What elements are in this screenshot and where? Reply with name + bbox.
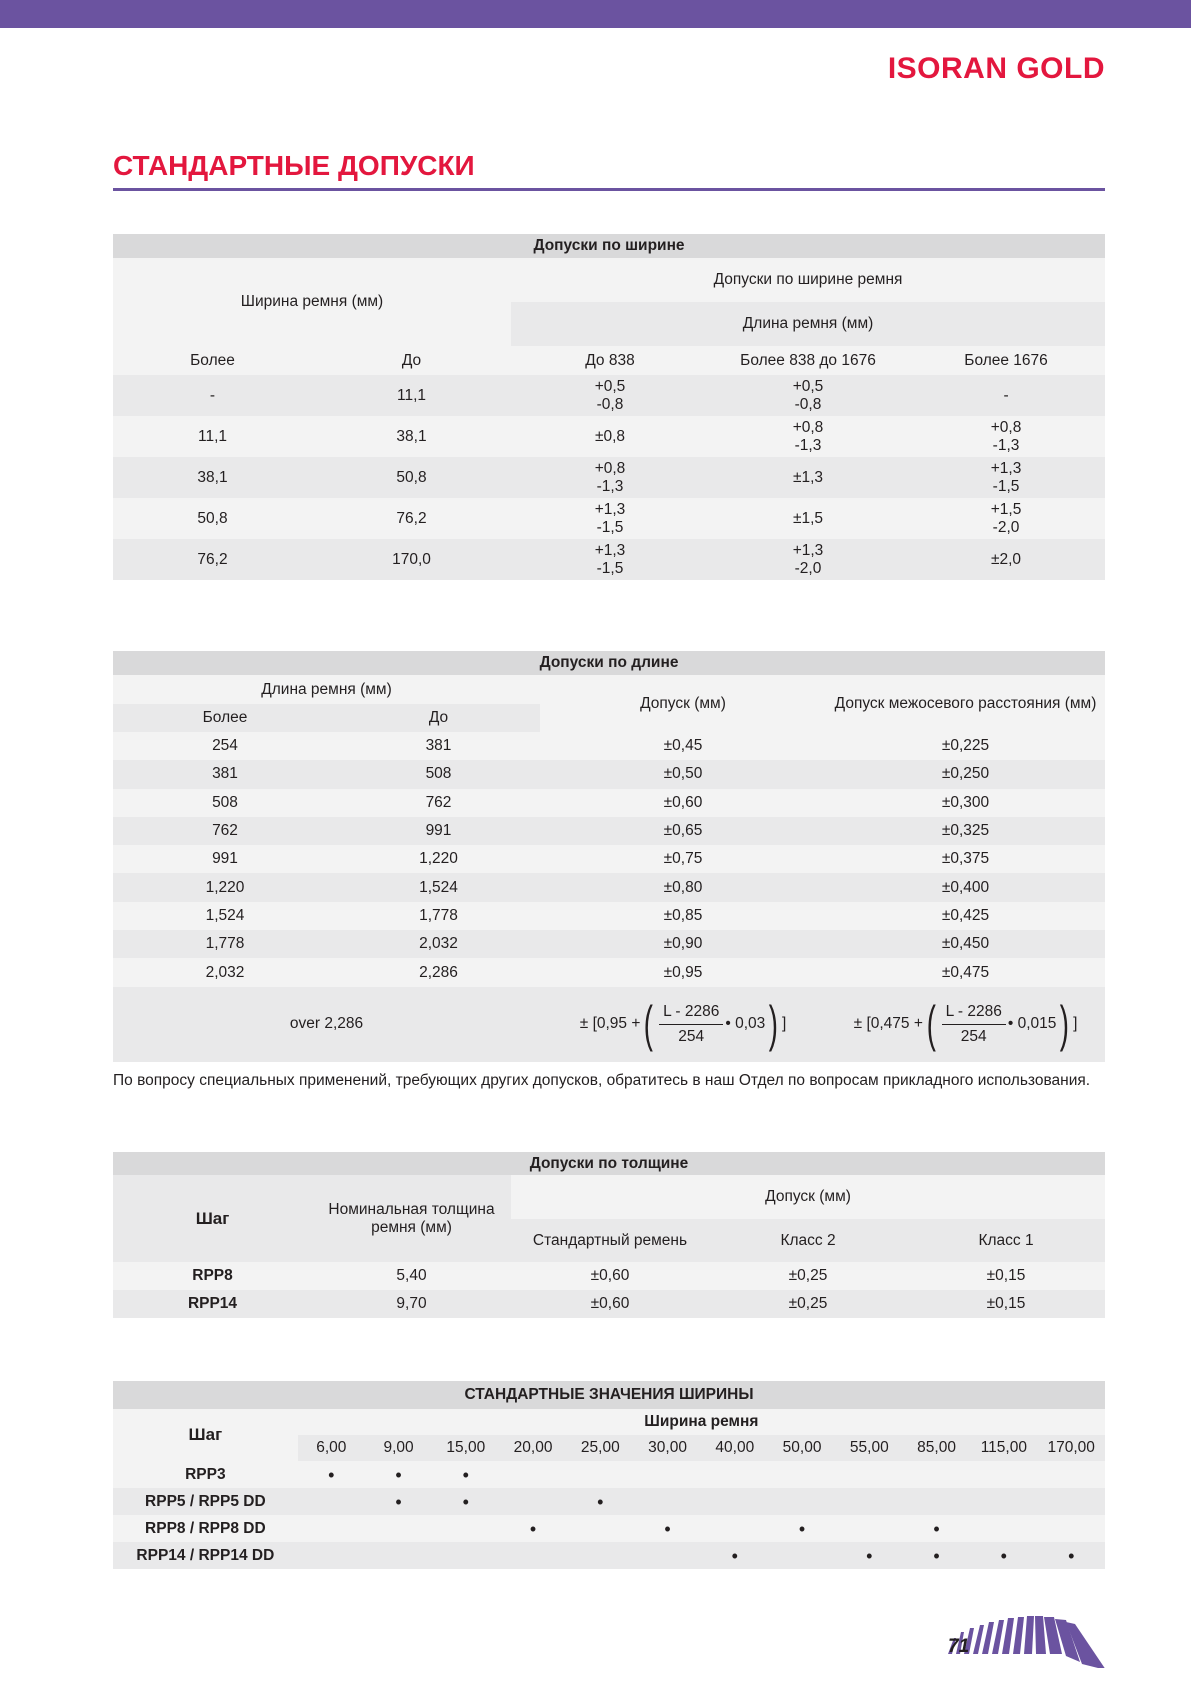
availability-mark (768, 1542, 835, 1569)
formula-factor: • 0,03 (725, 1015, 766, 1033)
cell: 1,524 (205, 906, 245, 924)
cell: 254 (212, 737, 238, 755)
availability-mark (499, 1542, 566, 1569)
availability-mark (634, 1488, 701, 1515)
cell: 1,524 (419, 878, 458, 896)
cell: ±0,450 (941, 935, 990, 953)
pitch-cell: RPP14 / RPP14 DD (136, 1546, 275, 1564)
cell: 9,70 (396, 1295, 427, 1312)
width-tolerance-table (113, 234, 1105, 580)
standard-widths-table (113, 1381, 1105, 1569)
cell: 1,778 (205, 935, 245, 953)
cell: +1,3 -1,5 (990, 459, 1022, 495)
page-title: СТАНДАРТНЫЕ ДОПУСКИ (113, 150, 475, 181)
availability-mark (701, 1515, 768, 1542)
cell: ±0,90 (663, 935, 703, 953)
table-row (113, 958, 1105, 986)
availability-mark (768, 1461, 835, 1488)
numerator: L - 2286 (942, 1003, 1006, 1025)
cell: ±0,425 (941, 906, 990, 924)
availability-mark: • (395, 1491, 402, 1512)
availability-mark (836, 1461, 903, 1488)
thickness-tolerance-table (113, 1152, 1105, 1318)
table-row (113, 1461, 1105, 1488)
cell: 38,1 (396, 427, 427, 445)
availability-mark (634, 1461, 701, 1488)
over-label: over 2,286 (289, 1015, 364, 1033)
cell: 381 (425, 737, 452, 755)
availability-mark (836, 1488, 903, 1515)
cell: ±0,50 (663, 765, 703, 783)
availability-mark (567, 1542, 634, 1569)
cell: 381 (212, 765, 238, 783)
width-value-header: 85,00 (917, 1439, 956, 1456)
table-row (113, 760, 1105, 788)
cell: ±0,25 (788, 1267, 828, 1284)
cell: ±0,45 (663, 737, 703, 755)
cell: +0,8 -1,3 (792, 418, 824, 454)
availability-mark (1037, 1461, 1105, 1488)
availability-mark (432, 1542, 499, 1569)
table-row (113, 930, 1105, 958)
cell: +1,3 -1,5 (594, 541, 626, 577)
table-title: Допуски по толщине (529, 1154, 689, 1172)
availability-mark (567, 1461, 634, 1488)
title-divider (113, 188, 1105, 191)
cell: ±0,475 (941, 963, 990, 981)
availability-mark (701, 1461, 768, 1488)
cell: 2,032 (419, 935, 458, 953)
table-row (113, 539, 1105, 580)
availability-mark (432, 1515, 499, 1542)
formula-center-distance (826, 987, 1105, 1062)
cell: ±1,3 (792, 468, 824, 486)
cell: ±0,60 (590, 1267, 630, 1284)
cell: 170,0 (392, 550, 431, 568)
table-row (113, 1542, 1105, 1569)
availability-mark (970, 1461, 1037, 1488)
availability-mark (970, 1488, 1037, 1515)
cell: +0,8 -1,3 (990, 418, 1022, 454)
cell: ±0,375 (941, 850, 990, 868)
nominal-thickness-label: Номинальная толщина ремня (мм) (312, 1175, 511, 1262)
availability-mark (499, 1461, 566, 1488)
cell: 38,1 (197, 468, 228, 486)
cell: 1,220 (205, 878, 245, 896)
availability-mark (298, 1542, 365, 1569)
availability-mark (836, 1515, 903, 1542)
width-value-header: 50,00 (782, 1439, 822, 1456)
cell: ±0,65 (663, 822, 703, 840)
column-header: Более 838 до 1676 (740, 351, 876, 369)
availability-mark (1037, 1515, 1105, 1542)
width-value-header: 40,00 (715, 1439, 755, 1456)
brand-title: ISORAN GOLD (887, 52, 1105, 85)
cell: ±0,75 (663, 850, 703, 868)
availability-mark: • (328, 1464, 335, 1485)
table-row (113, 732, 1105, 760)
cell: ±0,85 (663, 906, 703, 924)
width-value-header: 115,00 (980, 1439, 1027, 1456)
cell: ±0,300 (941, 793, 990, 811)
availability-mark (903, 1461, 970, 1488)
pitch-cell: RPP8 (192, 1267, 233, 1284)
cell: +0,5 -0,8 (594, 377, 626, 413)
special-applications-note: По вопросу специальных применений, требующих других допусков, обратитесь в наш Отдел по вопросам прикладного использования. (113, 1072, 1091, 1089)
width-value-header: 6,00 (316, 1439, 347, 1456)
center-distance-label: Допуск межосевого расстояния (мм) (826, 675, 1105, 732)
column-header-more: Более (202, 709, 248, 726)
tolerance-label: Допуск (мм) (540, 675, 826, 732)
cell: 11,1 (197, 427, 228, 445)
table-row (113, 457, 1105, 498)
width-value-header: 25,00 (580, 1439, 620, 1456)
column-header: Класс 1 (978, 1231, 1034, 1249)
table-row (113, 789, 1105, 817)
cell: - (1003, 386, 1009, 404)
top-color-bar (0, 0, 1191, 28)
column-header: До 838 (585, 351, 635, 369)
availability-mark (499, 1488, 566, 1515)
open-paren: ( (926, 996, 936, 1053)
formula-factor: • 0,015 (1007, 1015, 1057, 1033)
denominator: 254 (960, 1027, 987, 1045)
availability-mark: • (529, 1518, 537, 1539)
pitch-label: Шаг (113, 1175, 312, 1262)
cell: +1,3 -2,0 (792, 541, 824, 577)
table-row (113, 375, 1105, 416)
column-header: Класс 2 (780, 1231, 836, 1249)
cell: ±1,5 (792, 509, 824, 527)
cell: 2,032 (205, 963, 245, 981)
table-row (113, 1262, 1105, 1290)
availability-mark: • (462, 1491, 469, 1512)
cell: 991 (425, 822, 452, 840)
cell: +1,3 -1,5 (594, 500, 626, 536)
cell: ±0,225 (941, 737, 990, 755)
page-number: 71 (948, 1636, 970, 1657)
cell: ±0,25 (788, 1295, 828, 1312)
formula-row (113, 987, 1105, 1062)
formula-close: ] (1073, 1015, 1078, 1033)
availability-mark (567, 1515, 634, 1542)
availability-mark (634, 1542, 701, 1569)
cell: 50,8 (396, 468, 427, 486)
cell: ±0,60 (663, 793, 703, 811)
table-row (113, 873, 1105, 901)
availability-mark (701, 1488, 768, 1515)
width-value-header: 20,00 (513, 1439, 553, 1456)
cell: 991 (212, 850, 238, 868)
formula-prefix: ± [0,475 + (853, 1015, 923, 1033)
table-title: СТАНДАРТНЫЕ ЗНАЧЕНИЯ ШИРИНЫ (464, 1386, 754, 1403)
availability-mark (903, 1488, 970, 1515)
cell: ±0,95 (663, 963, 703, 981)
availability-mark (768, 1488, 835, 1515)
availability-mark: • (395, 1464, 402, 1485)
cell: +1,5 -2,0 (990, 500, 1022, 536)
pitch-cell: RPP8 / RPP8 DD (145, 1519, 266, 1537)
availability-mark (298, 1515, 365, 1542)
denominator: 254 (678, 1027, 705, 1045)
pitch-label: Шаг (113, 1409, 298, 1461)
table-row (113, 902, 1105, 930)
cell: ±0,60 (590, 1295, 630, 1312)
column-header-row (113, 346, 1105, 375)
table-row (113, 416, 1105, 457)
length-tolerance-table (113, 651, 1105, 1062)
availability-mark: • (462, 1464, 469, 1485)
width-value-header: 170,00 (1047, 1439, 1095, 1456)
tolerance-label: Допуски по ширине ремня (511, 258, 1105, 302)
fraction (659, 1003, 723, 1046)
cell: ±0,15 (986, 1267, 1026, 1284)
cell: ±0,15 (986, 1295, 1026, 1312)
width-value-header: 9,00 (383, 1439, 414, 1456)
availability-mark: • (933, 1518, 940, 1539)
availability-mark: • (597, 1491, 604, 1512)
table-row (113, 1515, 1105, 1542)
formula-length (540, 987, 826, 1062)
width-label: Ширина ремня (298, 1409, 1105, 1435)
cell: - (209, 386, 216, 404)
table-row (113, 1290, 1105, 1318)
belt-length-label: Длина ремня (мм) (511, 302, 1105, 346)
table-title: Допуски по ширине (533, 237, 685, 254)
cell: 1,778 (419, 906, 458, 924)
numerator: L - 2286 (659, 1003, 723, 1025)
cell: ±0,8 (594, 427, 626, 445)
column-header: Стандартный ремень (532, 1231, 688, 1249)
cell: +0,5 -0,8 (792, 377, 824, 413)
pitch-cell: RPP14 (187, 1295, 238, 1312)
availability-mark (1037, 1488, 1105, 1515)
availability-mark (365, 1542, 432, 1569)
availability-mark (365, 1515, 432, 1542)
pitch-cell: RPP5 / RPP5 DD (145, 1492, 266, 1510)
cell: +0,8 -1,3 (594, 459, 626, 495)
cell: 762 (212, 822, 238, 840)
formula-close: ] (781, 1015, 787, 1033)
cell: 11,1 (396, 386, 427, 404)
belt-length-label: Длина ремня (мм) (113, 675, 540, 704)
availability-mark: • (798, 1518, 806, 1539)
belt-width-label: Ширина ремня (мм) (113, 258, 511, 346)
table-row (113, 817, 1105, 845)
cell: 5,40 (396, 1267, 427, 1284)
availability-mark: • (664, 1518, 671, 1539)
cell: 1,220 (419, 850, 458, 868)
cell: ±0,250 (941, 765, 990, 783)
table-row (113, 498, 1105, 539)
cell: 762 (425, 793, 452, 811)
width-value-header: 30,00 (648, 1439, 687, 1456)
formula-prefix: ± [0,95 + (579, 1015, 641, 1033)
cell: 508 (212, 793, 238, 811)
cell: 508 (425, 765, 452, 783)
table-title: Допуски по длине (539, 654, 679, 671)
column-header: Более (190, 351, 235, 369)
cell: ±0,80 (663, 878, 703, 896)
pitch-cell: RPP3 (185, 1465, 226, 1483)
width-value-header: 15,00 (446, 1439, 486, 1456)
open-paren: ( (644, 996, 654, 1053)
availability-mark (298, 1488, 365, 1515)
cell: ±0,325 (941, 822, 990, 840)
availability-mark: • (1000, 1545, 1007, 1566)
tolerance-label: Допуск (мм) (511, 1175, 1105, 1219)
column-header: Более 1676 (964, 351, 1048, 369)
width-value-header: 55,00 (849, 1439, 889, 1456)
cell: 50,8 (197, 509, 228, 527)
column-header-to: До (428, 709, 449, 726)
availability-mark (970, 1515, 1037, 1542)
cell: ±2,0 (991, 550, 1022, 568)
fraction (942, 1003, 1006, 1046)
availability-mark: • (866, 1545, 873, 1566)
close-paren: ) (1060, 996, 1070, 1053)
table-row (113, 1488, 1105, 1515)
cell: 76,2 (197, 550, 228, 568)
close-paren: ) (769, 996, 779, 1053)
column-header: До (401, 351, 422, 369)
table-row (113, 845, 1105, 873)
availability-mark: • (933, 1545, 940, 1566)
availability-mark: • (1068, 1545, 1075, 1566)
cell: ±0,400 (941, 878, 990, 896)
cell: 76,2 (396, 509, 427, 527)
availability-mark: • (731, 1545, 738, 1566)
cell: 2,286 (419, 963, 458, 981)
